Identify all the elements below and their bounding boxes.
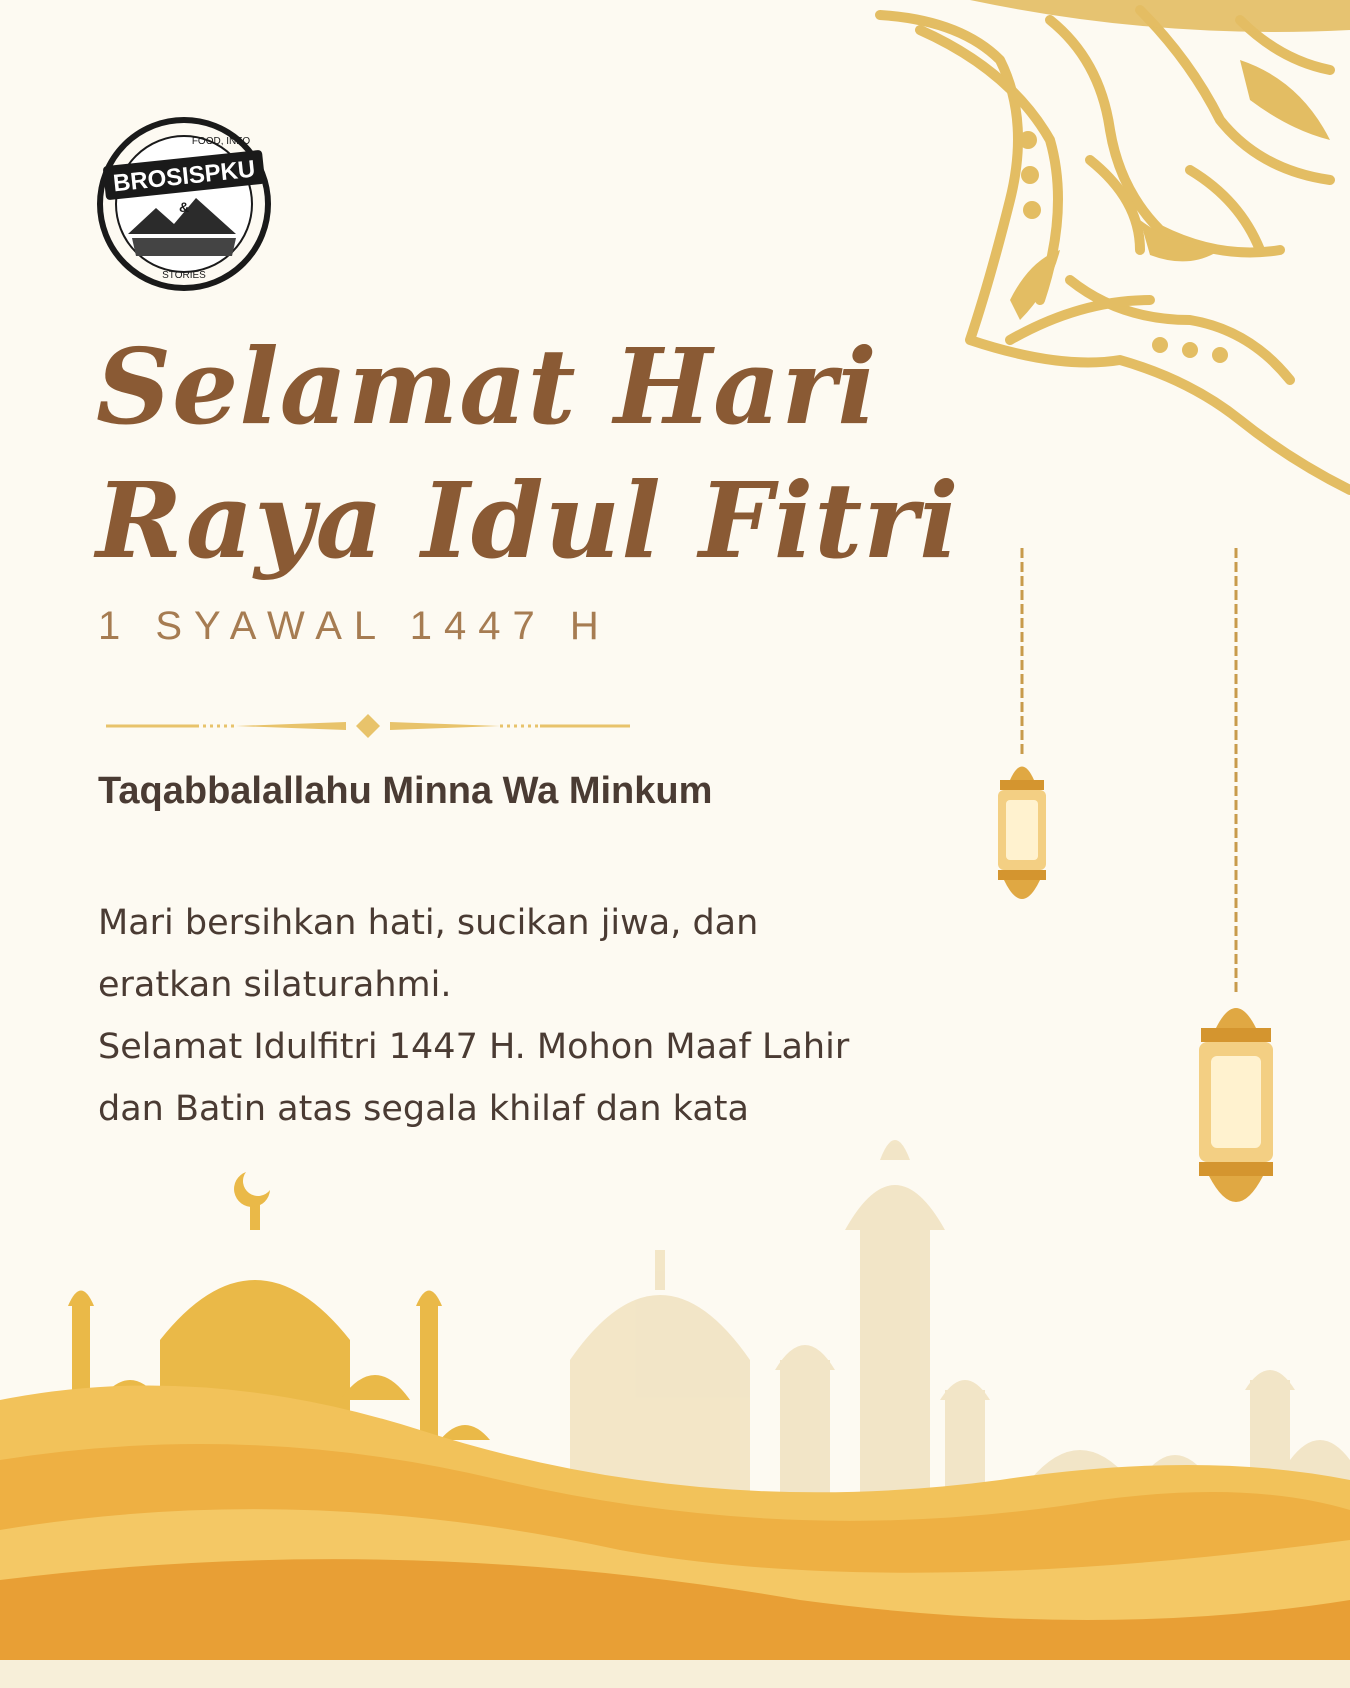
mosque-silhouette-icon — [0, 1100, 1350, 1660]
brosispku-logo — [96, 116, 272, 292]
logo-ampersand: & — [178, 199, 190, 215]
ornamental-divider — [106, 712, 630, 740]
message-paragraph-2: Selamat Idulfitri 1447 H. Mohon Maaf Lahir dan Batin atas segala khilaf dan kata — [98, 1027, 850, 1129]
title-line-1: Selamat Hari — [96, 325, 878, 448]
logo-brand-text: BROSISPKU — [111, 155, 257, 198]
title-line-2: Raya Idul Fitri — [96, 459, 960, 582]
greeting-title — [96, 320, 960, 588]
hanging-lantern-icon — [992, 548, 1052, 928]
message-paragraph-1: Mari bersihkan hati, sucikan jiwa, dan eratkan silaturahmi. — [98, 903, 759, 1005]
greeting-subtitle: Taqabbalallahu Minna Wa Minkum — [98, 770, 713, 812]
logo-top-text: FOOD, INFO — [191, 136, 251, 147]
logo-bottom-text: STORIES — [162, 270, 206, 281]
hijri-date: 1 SYAWAL 1447 H — [98, 604, 611, 648]
bottom-strip — [0, 1660, 1350, 1688]
